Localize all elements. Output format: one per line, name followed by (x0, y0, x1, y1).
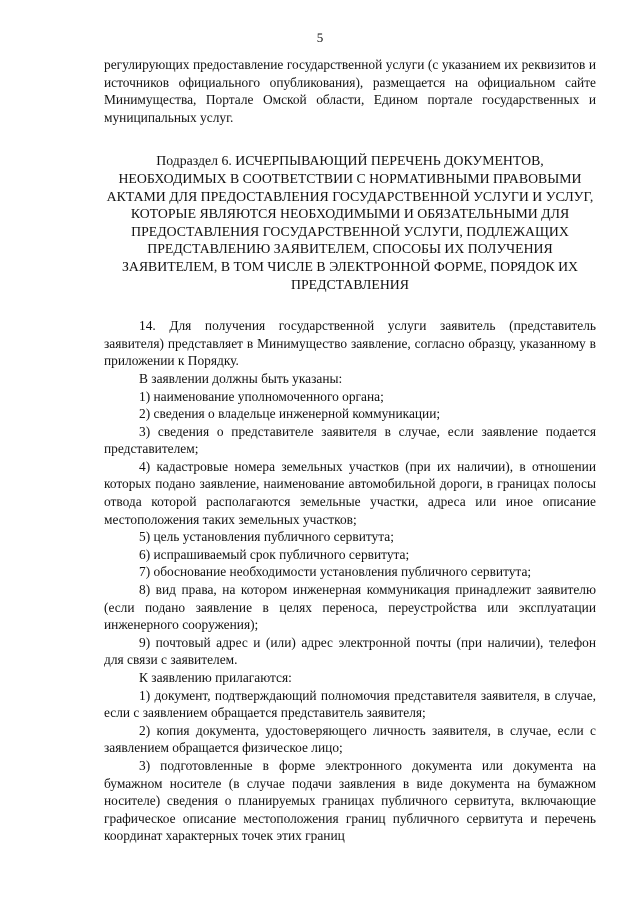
list-item: 1) документ, подтверждающий полномочия представителя заявителя, в случае, если с заявлением обращается представитель заявителя; (104, 687, 596, 721)
paragraph-attachments: К заявлению прилагаются: (139, 670, 292, 685)
list-item: 9) почтовый адрес и (или) адрес электронной почты (при наличии), телефон для связи с заявителем. (104, 634, 596, 668)
document-body (104, 56, 596, 845)
list-item: 4) кадастровые номера земельных участков (при их наличии), в отношении которых подано заявление, наименование автомобильной дороги, в границах полосы отвода которой располагаются земельные участки, адреса или иное описание местоположения таких земельных участков; (104, 458, 596, 527)
page-number: 5 (316, 30, 324, 45)
list-item: 2) сведения о владельце инженерной коммуникации; (139, 406, 441, 422)
list-item: 6) испрашиваемый срок публичного сервитута; (139, 546, 410, 562)
paragraph-application-contents: В заявлении должны быть указаны: (139, 370, 343, 386)
section-heading: Подраздел 6. ИСЧЕРПЫВАЮЩИЙ ПЕРЕЧЕНЬ ДОКУМЕНТОВ, НЕОБХОДИМЫХ В СООТВЕТСТВИИ С НОРМАТИВНЫМИ ПРАВОВЫМИ АКТАМИ ДЛЯ ПРЕДОСТАВЛЕНИЯ ГОСУДАРСТВЕННОЙ УСЛУГИ И УСЛУГ, КОТОРЫЕ ЯВЛЯЮТСЯ НЕОБХОДИМЫМИ И ОБЯЗАТЕЛЬНЫМИ ДЛЯ ПРЕДОСТАВЛЕНИЯ ГОСУДАРСТВЕННОЙ УСЛУГИ, ПОДЛЕЖАЩИХ ПРЕДСТАВЛЕНИЮ ЗАЯВИТЕЛЕМ, СПОСОБЫ ИХ ПОЛУЧЕНИЯ ЗАЯВИТЕЛЕМ, В ТОМ ЧИСЛЕ В ЭЛЕКТРОННОЙ ФОРМЕ, ПОРЯДОК ИХ ПРЕДСТАВЛЕНИЯ (106, 153, 594, 292)
list-item: 7) обоснование необходимости установления публичного сервитута; (139, 564, 532, 580)
intro-paragraph: регулирующих предоставление государственной услуги (с указанием их реквизитов и источников официального опубликования), размещается на официальном сайте Минимущества, Портале Омской области, Едином портале государственных и муниципальных услуг. (104, 57, 596, 125)
list-item: 3) сведения о представителе заявителя в случае, если заявление подается представителем; (104, 423, 596, 457)
list-item: 2) копия документа, удостоверяющего личность заявителя, в случае, если с заявлением обращается физическое лицо; (104, 722, 596, 756)
list-item: 8) вид права, на котором инженерная коммуникация принадлежит заявителю (если подано заявление в целях переноса, переустройства или эксплуатации инженерного сооружения); (104, 582, 596, 633)
list-item: 1) наименование уполномоченного органа; (139, 388, 384, 404)
paragraph-14: 14. Для получения государственной услуги заявитель (представитель заявителя) представляет в Минимущество заявление, согласно образцу, указанному в приложении к Порядку. (104, 318, 596, 369)
list-item: 5) цель установления публичного сервитута; (139, 529, 394, 545)
list-item: 3) подготовленные в форме электронного документа или документа на бумажном носителе (в случае подачи заявления в виде документа на бумажном носителе) сведения о планируемых границах публичного сервитута, включающие графическое описание местоположения границ публичного сервитута и перечень координат характерных точек этих границ (104, 757, 596, 844)
